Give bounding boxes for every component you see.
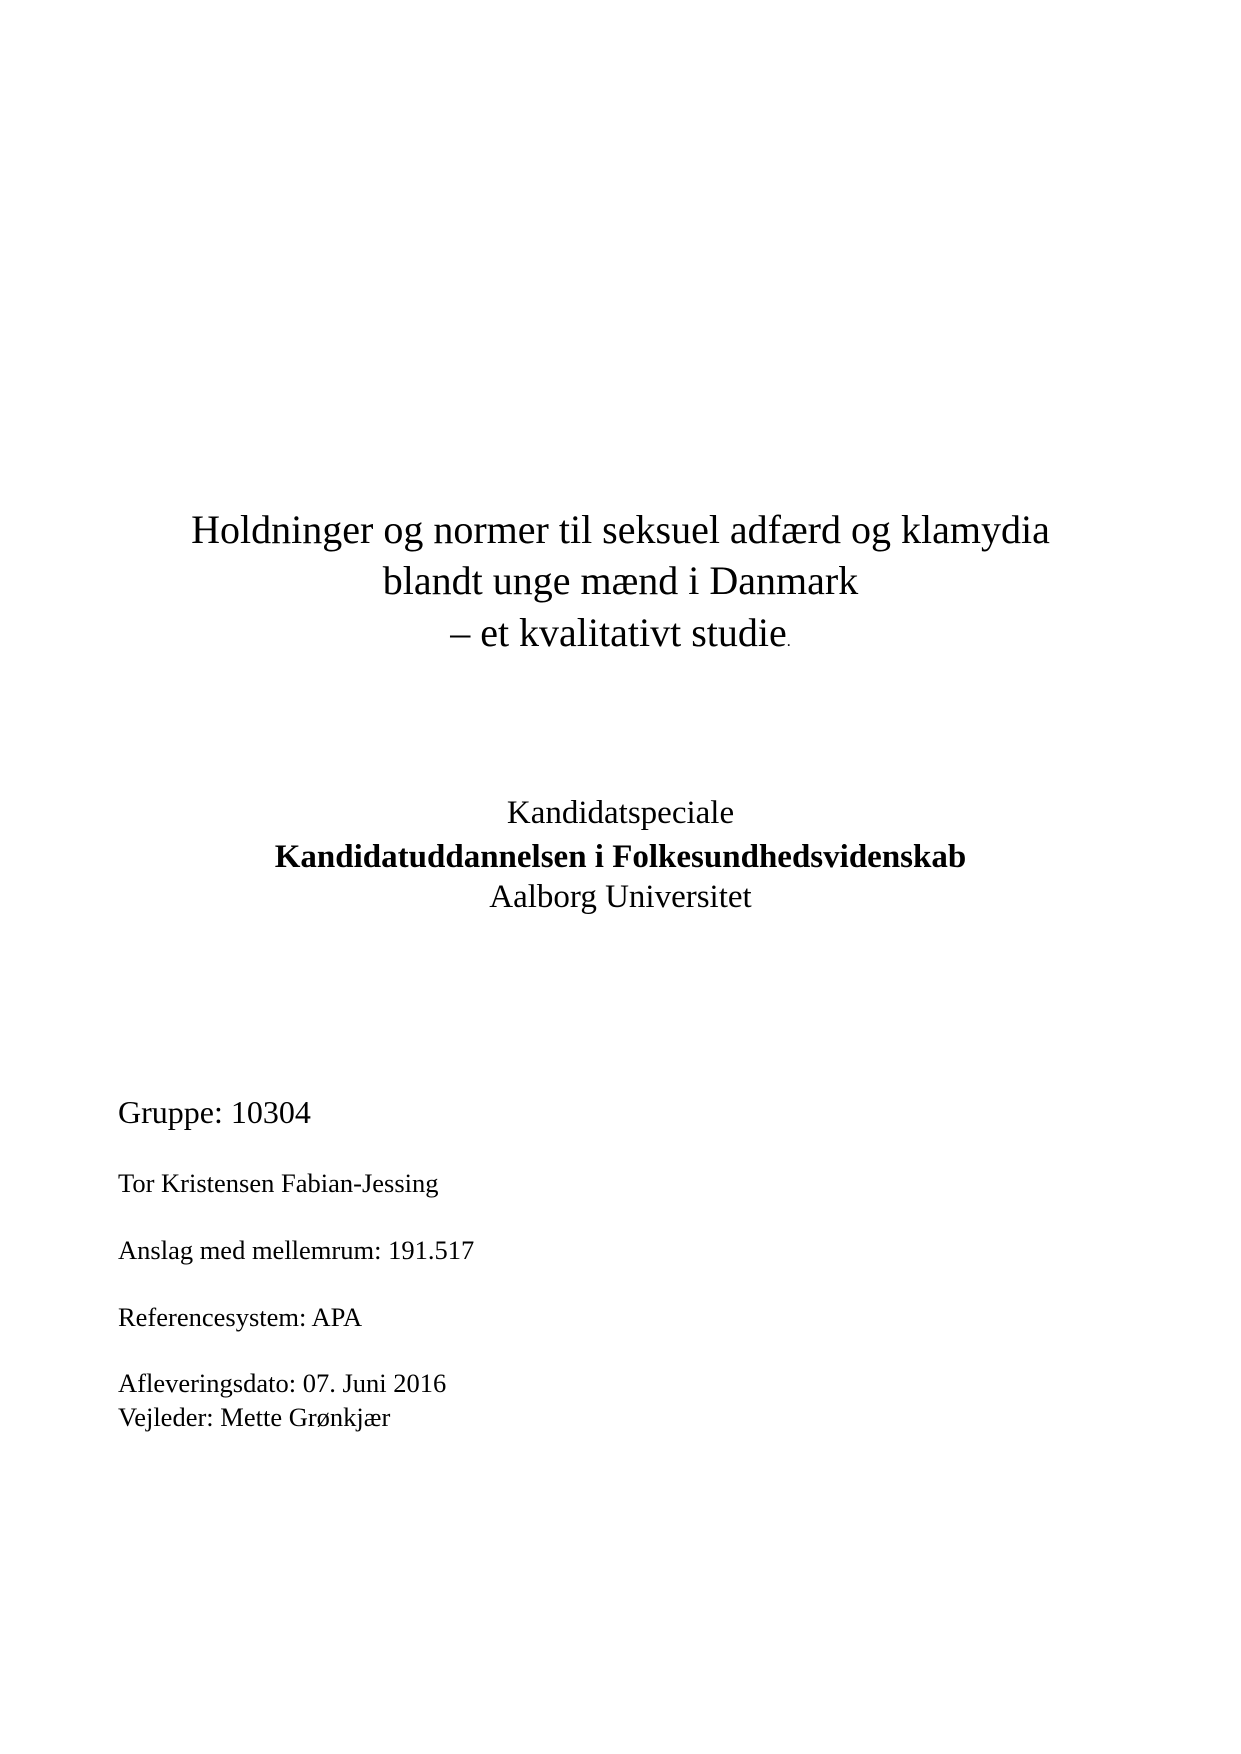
programme-name: Kandidatuddannelsen i Folkesundhedsvidenskab [274,839,967,875]
university-name: Aalborg Universitet [489,879,752,915]
title-period: . [786,633,791,650]
title-line-3-text: – et kvalitativt studie [450,610,787,655]
title-line-1: Holdninger og normer til seksuel adfærd og klamydia [191,507,1050,552]
thesis-type: Kandidatspeciale [506,795,735,831]
reference-system: Referencesystem: APA [118,1302,363,1332]
submission-date: Afleveringsdato: 07. Juni 2016 [118,1368,447,1398]
title-line-3 [0,610,1241,662]
character-count: Anslag med mellemrum: 191.517 [118,1235,475,1265]
supervisor: Vejleder: Mette Grønkjær [118,1402,391,1432]
group-number: Gruppe: 10304 [118,1094,311,1130]
author-name: Tor Kristensen Fabian-Jessing [118,1168,439,1198]
title-line-2: blandt unge mænd i Danmark [382,558,859,603]
